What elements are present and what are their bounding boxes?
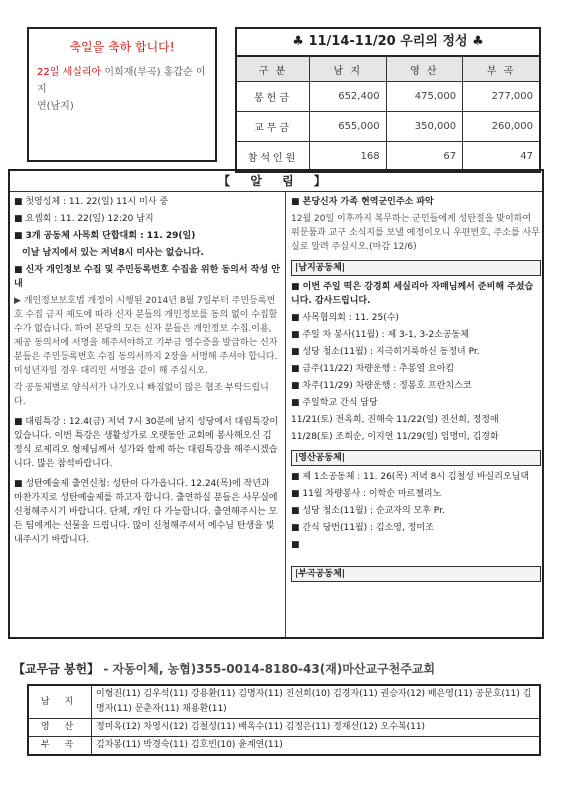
announcements-header: 【 알 림 】 <box>10 171 542 192</box>
notice-soldier-address-body: 12월 20일 이후까지 복무하는 군인들에게 성탄절을 맞이하여 위문품과 교구 소식지를 보낼 예정이오니 우편번호, 주소를 사무실로 알려 주십시오.(마감 12/6) <box>291 214 540 252</box>
row-label: 참석인원 <box>236 142 310 173</box>
section-yeongsan: |영산공동체| <box>291 450 541 466</box>
yeongsan-item: ■ <box>291 540 300 550</box>
donor-row <box>28 719 540 737</box>
notice-privacy-request: 각 공동체별로 양식서가 나가오니 빠짐없이 많은 협조 부탁드립니다. <box>14 383 269 407</box>
donor-names: 이형진(11) 김우석(11) 강용환(11) 김명자(11) 진선희(10) 김경자(11) 권승자(12) 배은영(11) 공문호(11) 김명자(11) 문춘자(11) 채용환(11) <box>92 685 541 719</box>
notice-council-event-note: 이날 남지에서 있는 저녁8시 미사는 없습니다. <box>22 248 204 258</box>
notice-soldier-address-title: ■ 본당신자 가족 현역군인주소 파악 <box>291 197 434 207</box>
birthday-names <box>37 64 207 115</box>
offering-header-row <box>236 56 540 82</box>
birthday-names-line1: 이희재(부곡) 홍갑순 이지 <box>37 67 206 95</box>
offering-title: ♣ 11/14-11/20 우리의 정성 ♣ <box>235 27 541 55</box>
yeongsan-item: ■ 11월 차량봉사 : 이학순 마르첼리노 <box>291 489 442 499</box>
notice-privacy-title: ■ 신자 개인정보 수집 및 주민등록번호 수집을 위한 동의서 작성 안내 <box>14 265 280 289</box>
yeongsan-item: ■ 간식 당번(11월) : 김소영, 정미조 <box>291 523 434 533</box>
donor-names: 김차봉(11) 박경숙(11) 김호빈(10) 윤계연(11) <box>92 737 541 756</box>
pledge-line <box>13 660 435 677</box>
cell-value: 350,000 <box>386 112 463 142</box>
header-cell: 영 산 <box>386 56 463 82</box>
donor-group-label: 남 지 <box>28 685 92 719</box>
offering-table <box>235 55 541 173</box>
notice-council-event: ■ 3개 공동체 사목회 단합대회 : 11. 29(일) <box>14 231 196 241</box>
section-bugok: |부곡공동체| <box>291 566 541 582</box>
donor-row <box>28 737 540 756</box>
pledge-account: - 자동이체, 농협)355-0014-8180-43(재)마산교구천주교회 <box>99 662 436 676</box>
donor-names: 정미옥(12) 차영시(12) 김철성(11) 배옥수(11) 김정은(11) 정재선(12) 오수복(11) <box>92 719 541 737</box>
namji-item: 11/21(토) 전옥희, 진해숙 11/22(일) 진선희, 정정애 <box>291 415 499 425</box>
offering-row <box>236 112 540 142</box>
donors-table <box>27 684 541 756</box>
pledge-label: 【교무금 봉헌】 <box>13 662 100 676</box>
namji-item: ■ 성당 청소(11월) : 지극히거룩하신 동정녀 Pr. <box>291 347 480 357</box>
column-divider <box>285 191 286 637</box>
birthday-title: 축일을 축하 합니다! <box>69 40 175 54</box>
cell-value: 475,000 <box>386 82 463 112</box>
notice-privacy-body: ▶ 개인정보보호법 개정이 시행된 2014년 8월 7일부터 주민등록번호 수집 금지 제도에 따라 신자 분들의 개인정보를 동의 없이 수집할 수가 없습니다. 하여 본당의 모든 신자 분들은 개인정보 수집.이용,제공 동의서에 서명을 해주셔야하고 기부금 영수증을 발급하는 신자 분들은 주민등록번호 수집 동의서까지 2장을 서명해 주셔야 합니다. 미성년자일 경우 대리인 서명을 같이 해 주십시오. <box>14 296 278 376</box>
notice-christmas-arts: ■ 성탄예술제 출연신청: 성탄이 다가옵니다. 12.24(목)에 작년과 마찬가지로 성탄예술제를 하고자 합니다. 출연하실 분들은 사무실에 신청해주시기 바랍니다. 단체, 개인 다 가능합니다. 출연해주시는 모든 팀에게는 선물을 드립니다. 많이 신청해주셔서 예수님 탄생을 빛내주시기 바랍니다. <box>14 479 278 545</box>
namji-item: ■ 이번 주일 떡은 강경희 세실리아 자매님께서 준비해 주셨습니다. 감사드립니다. <box>291 282 534 306</box>
offering-row <box>236 142 540 173</box>
announcements-left-column <box>14 195 280 550</box>
header-cell: 부 곡 <box>463 56 540 82</box>
yeongsan-item: ■ 제 1소공동체 : 11. 26(목) 저녁 8시 김철성 바실리오님댁 <box>291 472 530 482</box>
cell-value: 277,000 <box>463 82 540 112</box>
namji-item: ■ 차주(11/29) 차량운행 : 정봉호 프란치스코 <box>291 381 472 391</box>
donor-group-label: 부 곡 <box>28 737 92 756</box>
birthday-box <box>27 27 217 162</box>
cell-value: 652,400 <box>310 82 387 112</box>
cell-value: 47 <box>463 142 540 173</box>
donor-group-label: 영 산 <box>28 719 92 737</box>
announcements-right-column <box>291 195 541 586</box>
header-cell: 남 지 <box>310 56 387 82</box>
namji-item: ■ 주일 차 봉사(11월) : 제 3-1, 3-2소공동체 <box>291 330 469 340</box>
cell-value: 67 <box>386 142 463 173</box>
birthday-date: 22일 세실리아 <box>37 67 102 78</box>
cell-value: 168 <box>310 142 387 173</box>
notice-first-communion: ■ 첫영성체 : 11. 22(일) 11시 미사 중 <box>14 197 169 207</box>
announcements-panel <box>8 169 544 639</box>
notice-advent-lecture: ■ 대림특강 : 12.4(금) 저녁 7시 30분에 남지 성당에서 대림특강이 있습니다. 이번 특강은 생활성가로 오랫동안 교회에 봉사해오신 김정식 로제리오 형제님께서 성가와 함께 하는 대림특강을 해주시겠습니다. 많은 참석바랍니다. <box>14 417 279 469</box>
donor-row <box>28 685 540 719</box>
section-namji: |남지공동체| <box>291 260 541 276</box>
namji-item: 11/28(토) 조희순, 이지연 11/29(일) 임명미, 김경화 <box>291 432 499 442</box>
offering-panel <box>235 27 541 173</box>
offering-row <box>236 82 540 112</box>
namji-item: ■ 주일학교 간식 담당 <box>291 398 378 408</box>
row-label: 교무금 <box>236 112 310 142</box>
header-cell: 구 분 <box>236 56 310 82</box>
cell-value: 655,000 <box>310 112 387 142</box>
notice-joseph-meeting: ■ 요셉회 : 11. 22(일) 12:20 남지 <box>14 214 154 224</box>
birthday-names-line2: 연(남지) <box>37 101 74 112</box>
cell-value: 260,000 <box>463 112 540 142</box>
row-label: 봉헌금 <box>236 82 310 112</box>
namji-item: ■ 사목협의회 : 11. 25(수) <box>291 313 399 323</box>
namji-item: ■ 금주(11/22) 차량운행 : 추봉열 요아킴 <box>291 364 455 374</box>
yeongsan-item: ■ 성당 청소(11월) : 순교자의 모후 Pr. <box>291 506 445 516</box>
